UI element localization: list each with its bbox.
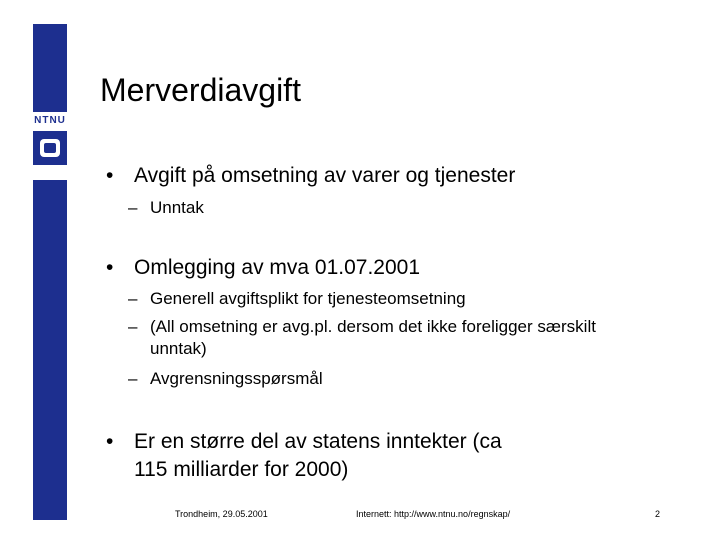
sidebar-bar-top <box>33 24 67 112</box>
bullet-text: Er en større del av statens inntekter (ca 115 milliarder for 2000) <box>134 430 502 481</box>
sidebar-bar-bottom <box>33 180 67 520</box>
sub-item <box>128 288 688 310</box>
sub-item <box>128 368 688 390</box>
sub-text: Unntak <box>150 198 204 217</box>
bullet-marker: • <box>106 430 114 453</box>
ntnu-logo-text: NTNU <box>34 115 66 126</box>
bullet-item <box>106 254 706 282</box>
bullet-text: Omlegging av mva 01.07.2001 <box>134 256 421 279</box>
sub-item <box>128 316 638 360</box>
sub-text: Avgrensningsspørsmål <box>150 369 323 388</box>
slide-title: Merverdiavgift <box>100 72 301 108</box>
sub-marker: – <box>128 369 138 388</box>
sub-text: Generell avgiftsplikt for tjenesteomsetning <box>150 289 466 308</box>
bullet-item <box>106 162 706 190</box>
page-number: 2 <box>655 509 661 519</box>
footer-location-date: Trondheim, 29.05.2001 <box>175 509 268 519</box>
bullet-marker: • <box>106 164 114 187</box>
sub-marker: – <box>128 317 138 336</box>
sub-marker: – <box>128 198 138 217</box>
bullet-marker: • <box>106 256 114 279</box>
sub-item <box>128 197 688 219</box>
sub-text: (All omsetning er avg.pl. dersom det ikke foreligger særskilt unntak) <box>150 317 596 358</box>
sub-marker: – <box>128 289 138 308</box>
ntnu-logo-icon <box>33 131 67 165</box>
bullet-text: Avgift på omsetning av varer og tjenester <box>134 164 516 187</box>
footer-url: Internett: http://www.ntnu.no/regnskap/ <box>356 509 511 519</box>
bullet-item <box>106 428 536 484</box>
